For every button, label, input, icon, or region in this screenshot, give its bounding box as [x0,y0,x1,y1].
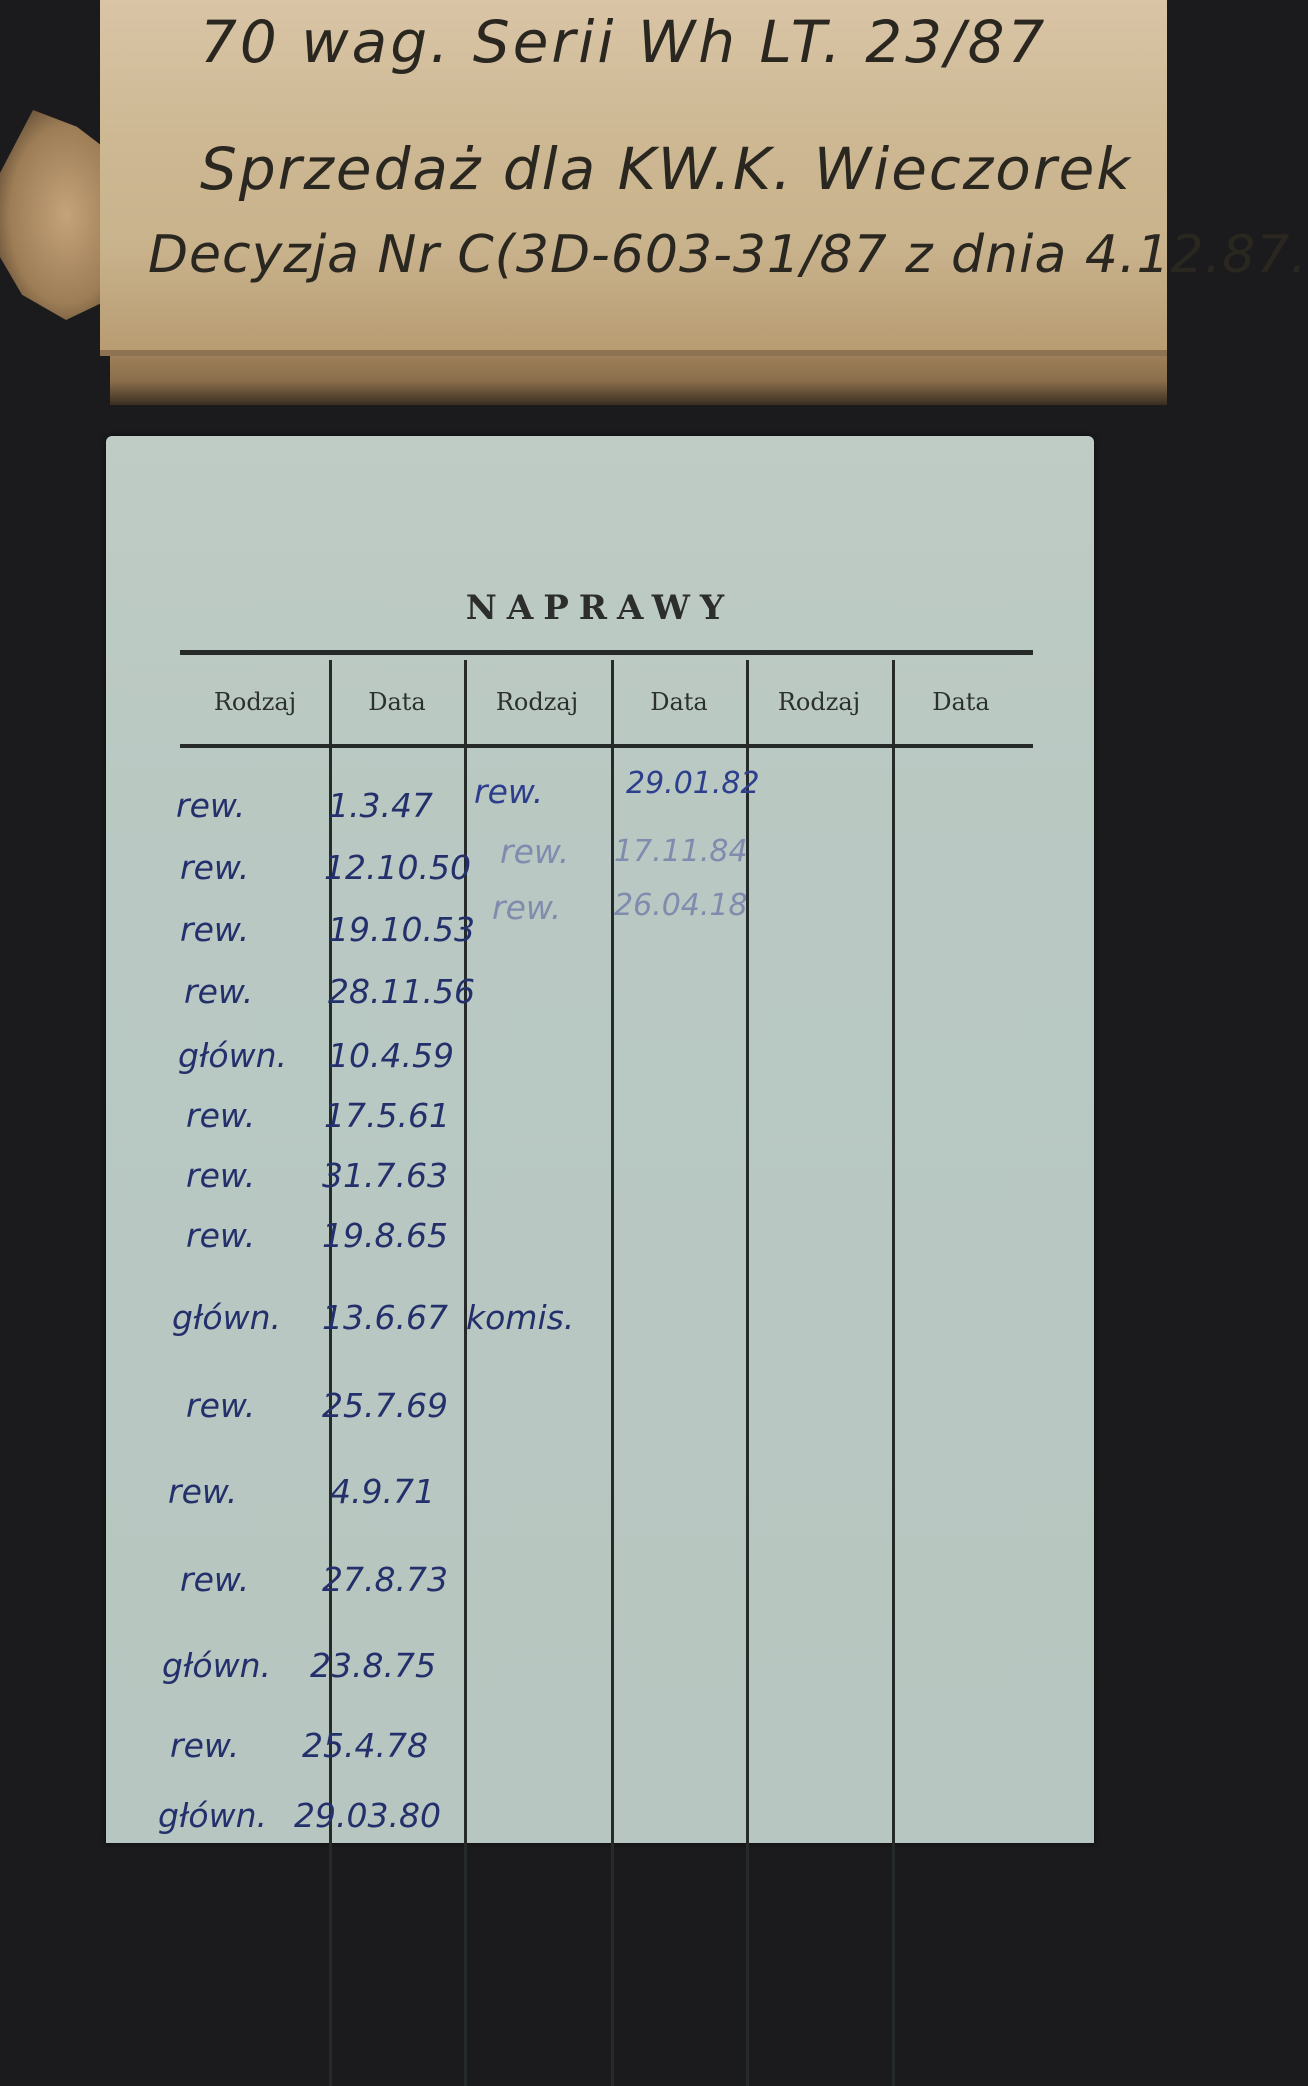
repair-type: rew. [500,832,570,871]
col-header-rodzaj-3: Rodzaj [777,688,861,716]
repair-type: główn. [178,1036,288,1075]
repair-type: rew. [186,1156,256,1195]
repair-type: rew. [186,1096,256,1135]
repair-type: rew. [184,972,254,1011]
repair-date: 25.7.69 [322,1386,448,1425]
col-header-data-2: Data [650,688,708,716]
torn-paper-flap [0,110,110,320]
repair-date: 25.4.78 [302,1726,428,1765]
repair-date: 4.9.71 [330,1472,435,1511]
repair-date: 13.6.67 [322,1298,448,1337]
repair-record-card [106,436,1094,1843]
repair-type: komis. [466,1298,575,1337]
repair-type: główn. [158,1796,268,1835]
repair-date: 31.7.63 [322,1156,448,1195]
col-header-data-1: Data [368,688,426,716]
repair-date: 12.10.50 [324,848,471,887]
repair-type: rew. [168,1472,238,1511]
repair-type: rew. [186,1386,256,1425]
repair-type: rew. [180,1560,250,1599]
label-line-3: Decyzja Nr C(3D-603-31/87 z dnia 4.12.87. [148,225,1308,285]
table-top-rule [180,650,1033,655]
column-divider [611,660,614,2086]
repair-date: 10.4.59 [328,1036,454,1075]
column-divider [746,660,749,2086]
repair-type: rew. [474,772,544,811]
label-line-1: 70 wag. Serii Wh LT. 23/87 [200,8,1048,76]
repair-date: 1.3.47 [328,786,433,825]
handwritten-label [100,0,1308,356]
repair-date: 17.11.84 [614,834,748,869]
repair-type: rew. [180,910,250,949]
repair-date: 19.10.53 [328,910,475,949]
repair-type: rew. [170,1726,240,1765]
repair-date: 17.5.61 [324,1096,450,1135]
repair-date: 29.03.80 [294,1796,441,1835]
repair-date: 26.04.18 [614,888,748,923]
repair-type: główn. [172,1298,282,1337]
col-header-rodzaj-1: Rodzaj [213,688,297,716]
repair-type: rew. [186,1216,256,1255]
card-title: NAPRAWY [465,588,735,628]
column-divider [892,660,895,2086]
repair-date: 27.8.73 [322,1560,448,1599]
repair-type: główn. [162,1646,272,1685]
repair-date: 19.8.65 [322,1216,448,1255]
col-header-data-3: Data [932,688,990,716]
repair-date: 29.01.82 [626,766,760,801]
repair-type: rew. [180,848,250,887]
label-line-2: Sprzedaż dla KW.K. Wieczorek [200,135,1132,203]
table-header-rule [180,744,1033,748]
repair-type: rew. [492,888,562,927]
repair-date: 28.11.56 [328,972,475,1011]
repair-type: rew. [176,786,246,825]
repair-date: 23.8.75 [310,1646,436,1685]
col-header-rodzaj-2: Rodzaj [495,688,579,716]
